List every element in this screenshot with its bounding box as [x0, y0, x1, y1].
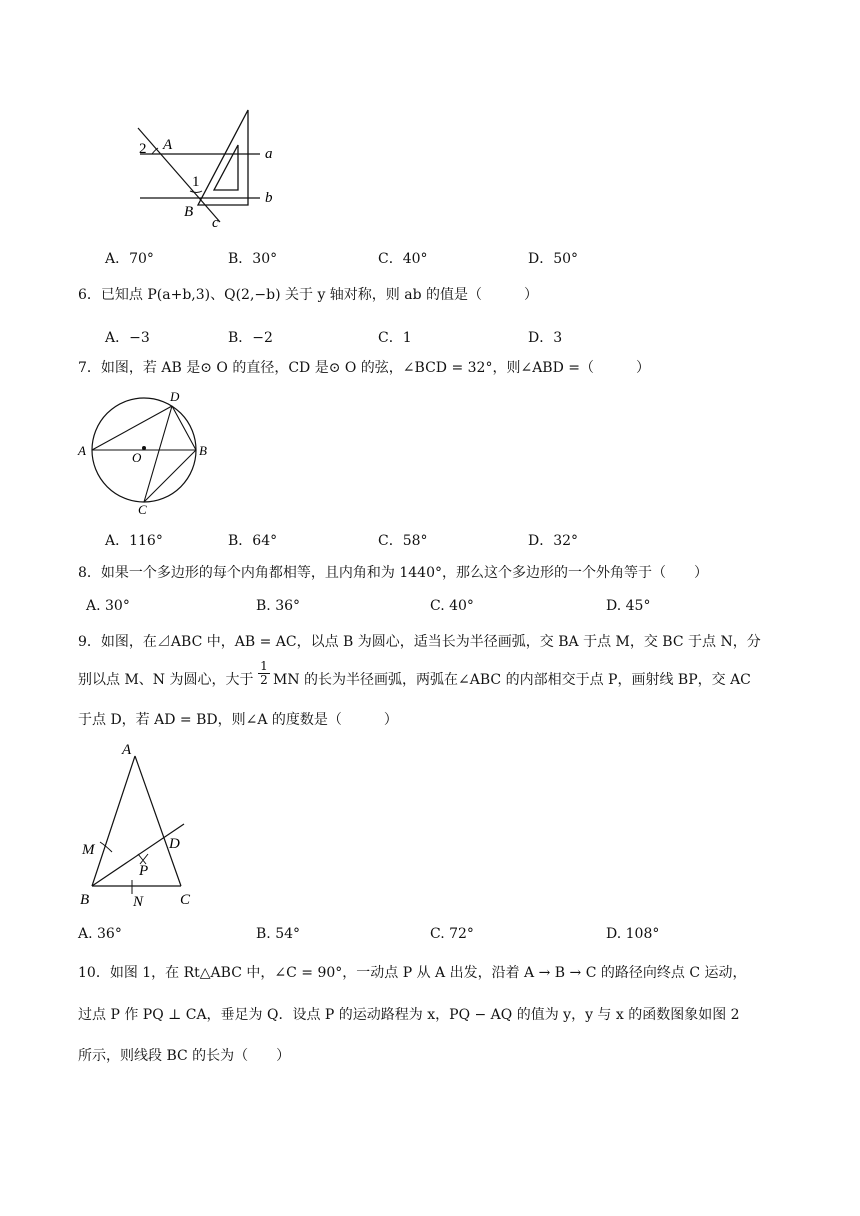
label-N: N	[133, 894, 144, 910]
q6-question-text: 6．已知点 P(a+b,3)、Q(2,−b) 关于 y 轴对称，则 ab 的值是（ ）	[78, 287, 539, 303]
q10-question-line-1: 10．如图 1，在 Rt△ABC 中，∠C = 90°，一动点 P 从 A 出发，沿着 A → B → C 的路径向终点 C 运动，	[78, 965, 747, 981]
label-b: b	[265, 190, 273, 206]
label-2: 2	[139, 141, 147, 157]
q9-option-a: A. 36°	[78, 926, 122, 942]
label-M: M	[82, 842, 95, 858]
label-P: P	[139, 863, 149, 879]
q8-option-d: D. 45°	[606, 598, 651, 614]
q9-option-c: C. 72°	[430, 926, 474, 942]
label-a: a	[265, 146, 273, 162]
label-1: 1	[192, 174, 200, 190]
q10-question-line-3: 所示，则线段 BC 的长为（ ）	[78, 1048, 291, 1064]
q9-question-line-1: 9．如图，在⊿ABC 中，AB = AC，以点 B 为圆心，适当长为半径画弧，交 BA 于点 M，交 BC 于点 N，分	[78, 634, 761, 650]
q8-option-a: A. 30°	[86, 598, 130, 614]
q9-option-b: B. 54°	[256, 926, 301, 942]
q6-option-b: B．−2	[228, 330, 273, 346]
fraction-denominator: 2	[260, 673, 268, 687]
fraction-numerator: 1	[258, 660, 270, 674]
q7-option-b: B．64°	[228, 533, 278, 549]
label-B: B	[80, 892, 90, 908]
label-D: D	[169, 836, 180, 852]
q5-option-a: A．70°	[105, 251, 154, 267]
q9-question-line-2a: 别以点 M、N 为圆心，大于	[78, 672, 254, 688]
q9-question-line-3: 于点 D，若 AD = BD，则∠A 的度数是（ ）	[78, 712, 398, 728]
fraction	[258, 660, 270, 687]
q9-question-line-2b: MN 的长为半径画弧，两弧在∠ABC 的内部相交于点 P，画射线 BP，交 AC	[273, 672, 751, 688]
label-A: A	[163, 137, 173, 153]
label-O: O	[132, 450, 142, 465]
isosceles-triangle-figure	[76, 738, 206, 914]
label-C: C	[180, 892, 191, 908]
q9-option-d: D. 108°	[606, 926, 660, 942]
q7-option-d: D．32°	[528, 533, 579, 549]
q5-option-d: D．50°	[528, 251, 579, 267]
q6-option-c: C．1	[378, 330, 412, 346]
q7-question-text: 7．如图，若 AB 是⊙ O 的直径，CD 是⊙ O 的弦，∠BCD = 32°，则∠ABD =（ ）	[78, 360, 651, 376]
q5-option-c: C．40°	[378, 251, 428, 267]
label-B: B	[199, 443, 207, 458]
q8-option-c: C. 40°	[430, 598, 474, 614]
parallel-lines-triangle-figure	[130, 100, 290, 235]
q8-option-b: B. 36°	[256, 598, 301, 614]
q6-option-a: A．−3	[105, 330, 150, 346]
q7-option-c: C．58°	[378, 533, 428, 549]
q7-option-a: A．116°	[105, 533, 163, 549]
label-A: A	[122, 742, 132, 758]
q10-question-line-2: 过点 P 作 PQ ⊥ CA，垂足为 Q．设点 P 的运动路程为 x，PQ − AQ 的值为 y，y 与 x 的函数图象如图 2	[78, 1007, 740, 1023]
label-c: c	[212, 215, 219, 231]
label-A: A	[78, 443, 86, 458]
circle-diameter-figure	[76, 386, 216, 516]
q5-option-b: B．30°	[228, 251, 278, 267]
label-D: D	[170, 389, 180, 404]
label-C: C	[138, 502, 147, 516]
label-B: B	[184, 204, 194, 220]
q6-option-d: D．3	[528, 330, 563, 346]
q8-question-text: 8．如果一个多边形的每个内角都相等，且内角和为 1440°，那么这个多边形的一个外角等于（ ）	[78, 565, 708, 581]
